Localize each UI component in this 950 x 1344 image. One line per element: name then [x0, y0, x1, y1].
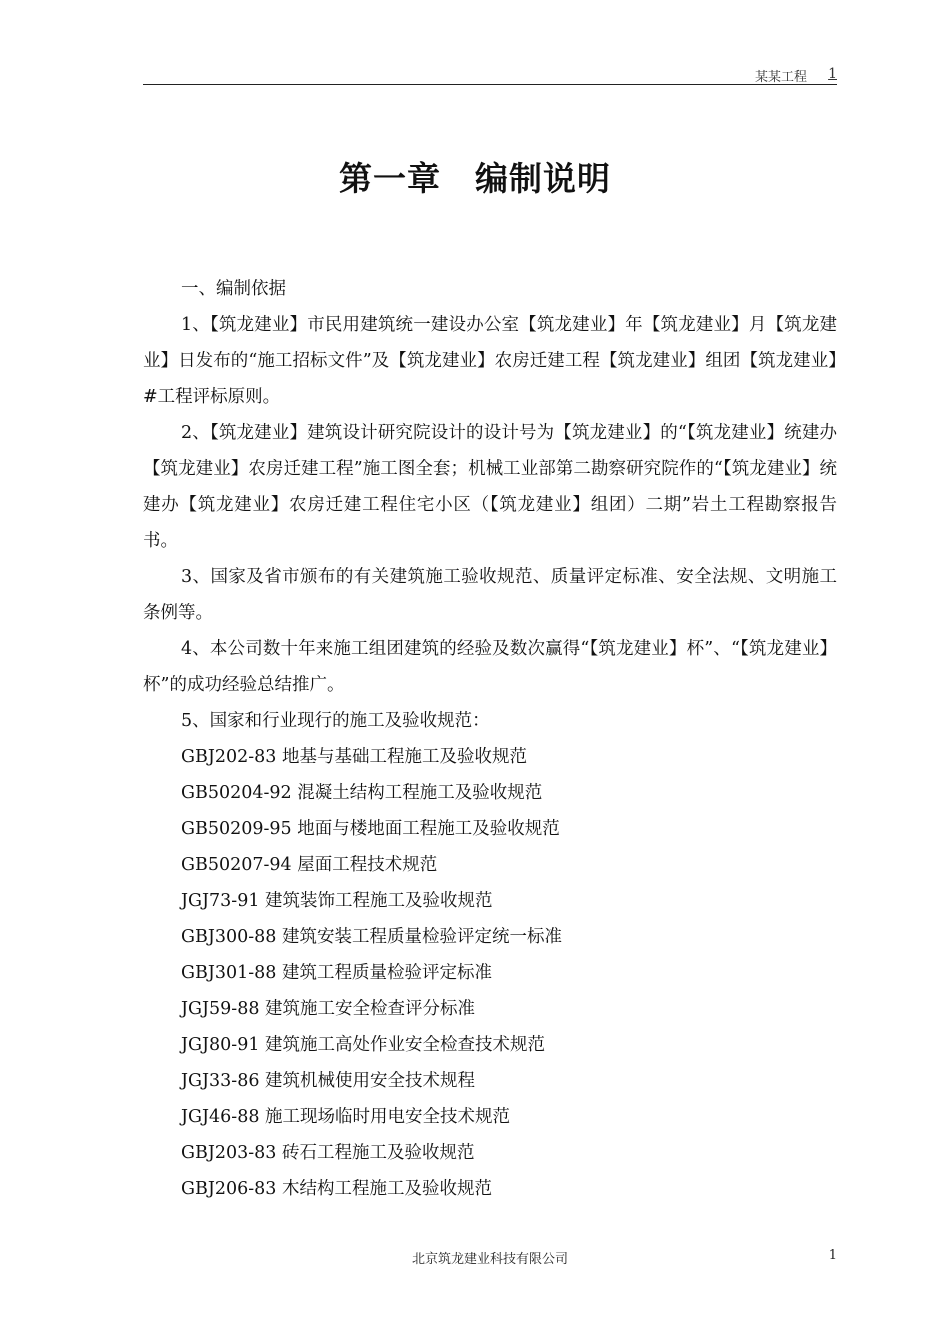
footer-page-number: 1: [828, 1248, 837, 1263]
standard-item: GB50207-94 屋面工程技术规范: [181, 855, 438, 875]
standard-item: JGJ33-86 建筑机械使用安全技术规程: [181, 1071, 476, 1091]
standard-item: GB50209-95 地面与楼地面工程施工及验收规范: [181, 819, 560, 839]
paragraph: 5、国家和行业现行的施工及验收规范：: [181, 711, 490, 731]
standard-item: GBJ206-83 木结构工程施工及验收规范: [181, 1179, 493, 1199]
document-body: [143, 271, 837, 1207]
paragraph: 3、国家及省市颁布的有关建筑施工验收规范、质量评定标准、安全法规、文明施工条例等。: [143, 567, 837, 623]
page-footer: [143, 1248, 837, 1268]
standard-item: JGJ59-88 建筑施工安全检查评分标准: [181, 999, 476, 1019]
footer-company-name: 北京筑龙建业科技有限公司: [411, 1252, 568, 1267]
header-project-name: 某某工程: [754, 70, 807, 85]
chapter-title: 第一章 编制说明: [339, 159, 611, 198]
paragraph: 2、【筑龙建业】建筑设计研究院设计的设计号为【筑龙建业】的“【筑龙建业】统建办【筑龙建业】农房迁建工程”施工图全套；机械工业部第二勘察研究院作的“【筑龙建业】统建办【筑龙建业】农房迁建工程住宅小区（【筑龙建业】组团）二期”岩土工程勘察报告书。: [143, 423, 837, 551]
standard-item: JGJ73-91 建筑装饰工程施工及验收规范: [181, 891, 493, 911]
header-page-number: 1: [828, 66, 837, 82]
paragraph: 1、【筑龙建业】市民用建筑统一建设办公室【筑龙建业】年【筑龙建业】月【筑龙建业】日发布的“施工招标文件”及【筑龙建业】农房迁建工程【筑龙建业】组团【筑龙建业】#工程评标原则。: [143, 315, 837, 407]
section-heading: 一、编制依据: [181, 279, 286, 299]
standard-item: GBJ300-88 建筑安装工程质量检验评定统一标准: [181, 927, 562, 947]
page-header: [143, 64, 837, 85]
standard-item: GB50204-92 混凝土结构工程施工及验收规范: [181, 783, 543, 803]
standard-item: JGJ80-91 建筑施工高处作业安全检查技术规范: [181, 1035, 546, 1055]
standards-list: [143, 739, 837, 1207]
standard-item: GBJ203-83 砖石工程施工及验收规范: [181, 1143, 475, 1163]
standard-item: GBJ301-88 建筑工程质量检验评定标准: [181, 963, 493, 983]
paragraph: 4、本公司数十年来施工组团建筑的经验及数次赢得“【筑龙建业】杯”、“【筑龙建业】杯”的成功经验总结推广。: [143, 639, 837, 695]
standard-item: GBJ202-83 地基与基础工程施工及验收规范: [181, 747, 527, 767]
standard-item: JGJ46-88 施工现场临时用电安全技术规范: [181, 1107, 511, 1127]
